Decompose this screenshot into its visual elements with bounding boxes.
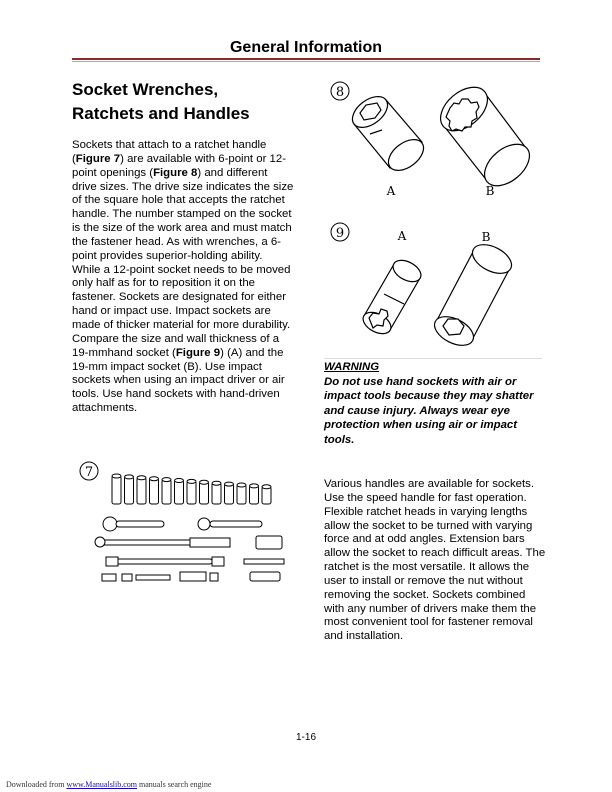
socket-10 xyxy=(225,484,234,504)
intro-text-1: Sockets that attach to a ratchet handle ( xyxy=(72,139,267,165)
warning-title: WARNING xyxy=(324,361,380,373)
extension-bar xyxy=(106,557,284,566)
footer-suffix: manuals search engine xyxy=(137,780,212,789)
handles-paragraph: Various handles are available for sockets. Use the speed handle for fast operation. Flexible ratchet heads in varying lengths allow the socket to be turned with varying force and at odd angles. Extension bars allow the socket to reach difficult areas. The ratchet is the most versatile. It allows the user to install or remove the nut without removing the socket. Sockets combined with any number of drivers make them the most convenient tool for fastener removal and installation. xyxy=(324,478,546,643)
impact-socket-b xyxy=(430,239,516,351)
socket-opening-1 xyxy=(112,474,121,478)
warning-text: Do not use hand sockets with air or impact tools because they may shatter and cause injury. Always wear eye protection when using air or impact tools. xyxy=(324,375,534,446)
socket-1 xyxy=(112,476,121,504)
figure-7-illustration xyxy=(72,458,294,588)
socket-opening-13 xyxy=(262,485,271,489)
socket-a-6-point xyxy=(347,90,429,176)
socket-2 xyxy=(125,477,134,504)
ratchet-left xyxy=(103,517,164,531)
figure-8-label-b: B xyxy=(485,184,495,198)
socket-opening-11 xyxy=(237,483,246,487)
hand-socket-a xyxy=(360,256,425,338)
socket-9 xyxy=(212,483,221,504)
socket-12 xyxy=(250,486,259,504)
socket-opening-10 xyxy=(225,482,234,486)
figure-9-illustration xyxy=(324,218,542,353)
intro-text-3: ) and different drive sizes. The drive size indicates the size of the square hole that accepts the ratchet handle. The number stamped on the socket is the size of the work area and must match the fastener head. As with wrenches, a 6-point provides superior-holding ability. While a 12-point socket needs to be moved only half as for to reposition it on the fastener. Sockets are designated for either hand or impact use. Impact sockets are made of thicker material for more durability. Compare the size and wall thickness of a 19-mmhand socket ( xyxy=(72,166,294,359)
warning-divider xyxy=(324,358,542,359)
socket-opening-9 xyxy=(212,481,221,485)
socket-13 xyxy=(262,487,271,504)
figure-9-ref: Figure 9 xyxy=(175,346,221,359)
section-title-line-1: Socket Wrenches, xyxy=(72,80,219,99)
socket-7 xyxy=(187,481,196,504)
ratchet-right xyxy=(198,518,262,530)
socket-4 xyxy=(150,479,159,504)
manualslib-link[interactable]: www.Manualslib.com xyxy=(66,780,138,789)
breaker-bar xyxy=(95,536,282,549)
socket-opening-12 xyxy=(250,484,259,488)
download-footer xyxy=(6,780,211,789)
socket-5 xyxy=(162,480,171,504)
socket-set-row xyxy=(112,474,271,504)
socket-6 xyxy=(175,481,184,505)
intro-paragraph xyxy=(72,139,294,416)
figure-9-label-b: B xyxy=(481,230,491,244)
section-title-line-2: Ratchets and Handles xyxy=(72,104,250,123)
section-title xyxy=(72,78,312,126)
socket-opening-4 xyxy=(150,477,159,481)
warning-box xyxy=(324,360,550,447)
adapters xyxy=(102,572,280,581)
figure-8-ref: Figure 8 xyxy=(153,166,198,179)
socket-opening-8 xyxy=(200,480,209,484)
header-rule-shadow xyxy=(72,61,540,62)
socket-opening-6 xyxy=(175,479,184,483)
figure-7-ref: Figure 7 xyxy=(75,152,121,165)
intro-text-4: ) (A) and the 19-mm impact socket (B). Use impact sockets when using an impact driver or air tools. Use hand sockets with hand-driven attachments. xyxy=(72,346,285,415)
footer-prefix: Downloaded from xyxy=(6,780,67,789)
header-rule xyxy=(72,58,540,60)
socket-opening-3 xyxy=(137,476,146,480)
page-number: 1-16 xyxy=(295,732,316,743)
socket-opening-7 xyxy=(187,479,196,483)
socket-opening-2 xyxy=(125,475,134,479)
page-header-title: General Information xyxy=(229,39,383,56)
socket-11 xyxy=(237,485,246,504)
figure-7-number: 7 xyxy=(84,465,94,480)
figure-8-label-a: A xyxy=(386,184,396,198)
socket-8 xyxy=(200,482,209,504)
socket-b-12-point xyxy=(432,79,537,194)
figure-8-number: 8 xyxy=(335,85,345,100)
figure-9-number: 9 xyxy=(335,226,345,241)
intro-text-2: ) are available with 6-point or 12-point openings ( xyxy=(72,152,286,179)
socket-3 xyxy=(137,478,146,504)
socket-opening-5 xyxy=(162,478,171,482)
figure-9-label-a: A xyxy=(397,229,407,243)
figure-8-illustration xyxy=(324,78,542,208)
